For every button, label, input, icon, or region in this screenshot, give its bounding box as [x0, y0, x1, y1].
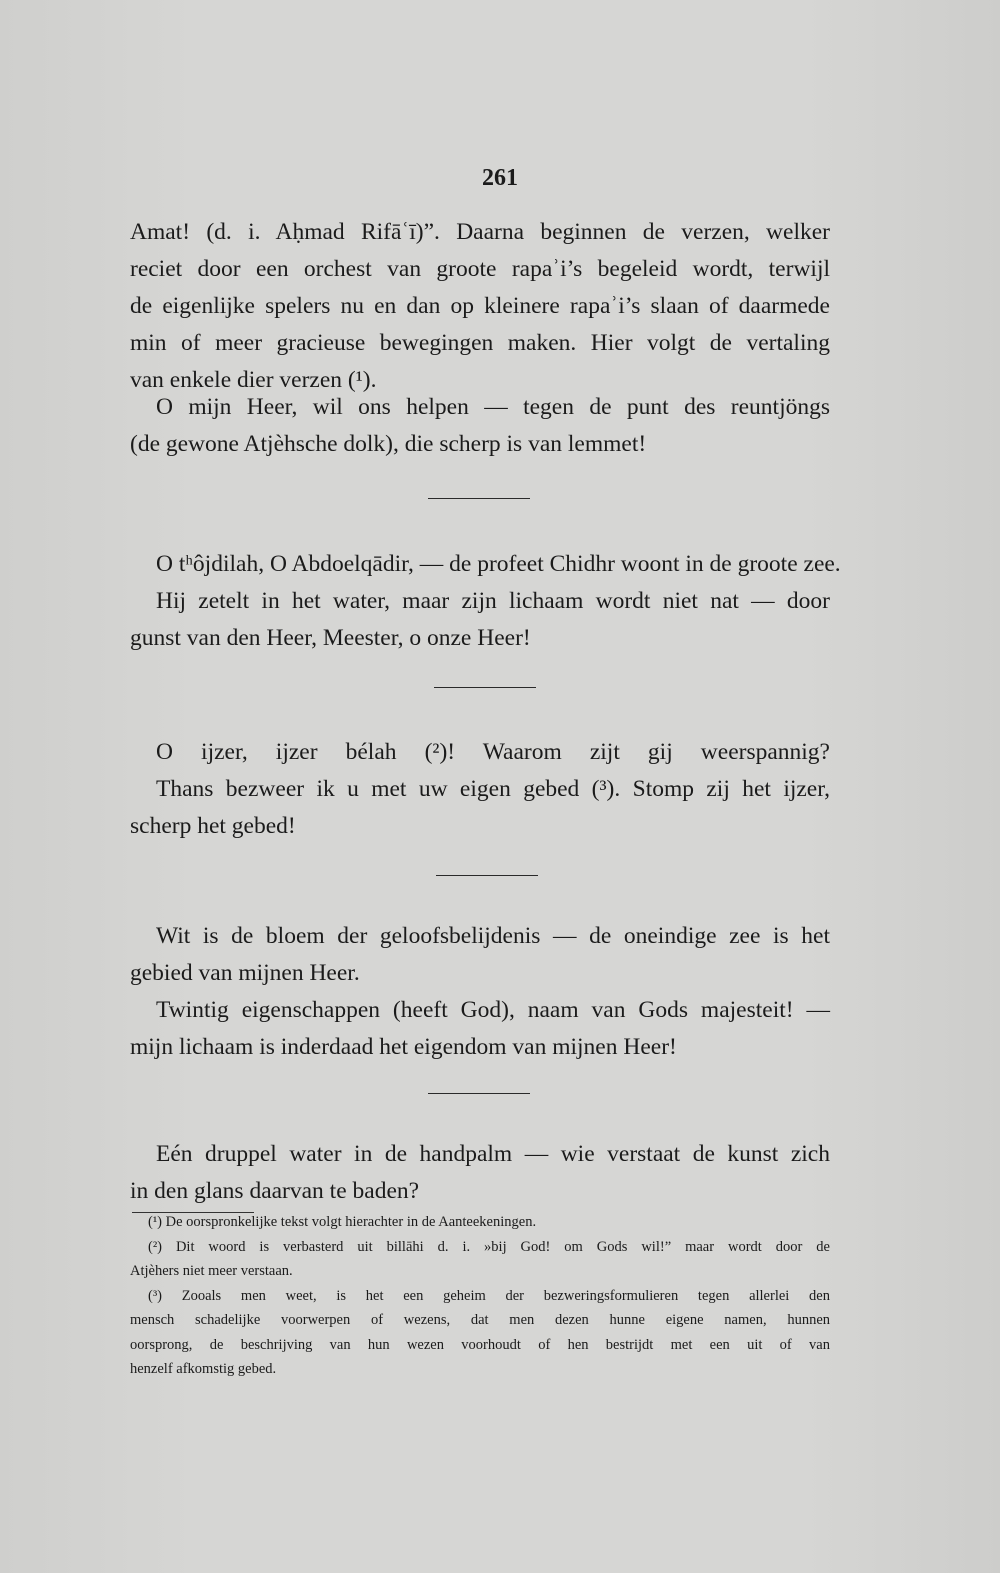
page-number: 261 [482, 165, 518, 191]
verse-stanza-3 [130, 734, 830, 845]
footnote-3-cont: mensch schadelijke voorwerpen of wezens, dat men dezen hunne eigene namen, hunnen [130, 1312, 830, 1328]
footnote-3-cont: oorsprong, de beschrijving van hun wezen voorhoudt of hen bestrijdt met een uit of van [130, 1336, 830, 1353]
verse-stanza-5 [130, 1136, 830, 1210]
text-line: de eigenlijke spelers nu en dan op kleinere rapaʾi’s slaan of daarmede [130, 293, 830, 319]
text-line: reciet door een orchest van groote rapaʾi’s begeleid wordt, terwijl [130, 256, 830, 282]
footnotes [130, 1210, 830, 1382]
separator-rule [434, 687, 536, 688]
footnote-3: (³) Zooals men weet, is het een geheim der bezweringsformulieren tegen allerlei den [148, 1287, 830, 1304]
separator-rule [428, 1093, 530, 1094]
verse-stanza-1 [130, 389, 830, 463]
verse-line: Hij zetelt in het water, maar zijn lichaam wordt niet nat — door [156, 588, 830, 614]
verse-line: in den glans daarvan te baden? [130, 1178, 420, 1204]
verse-line: O mijn Heer, wil ons helpen — tegen de punt des reuntjöngs [156, 394, 830, 420]
verse-line: gunst van den Heer, Meester, o onze Heer! [130, 625, 531, 651]
footnote-3-cont: henzelf afkomstig gebed. [130, 1361, 277, 1377]
footnote-2-cont: Atjèhers niet meer verstaan. [130, 1263, 293, 1279]
verse-line: mijn lichaam is inderdaad het eigendom van mijnen Heer! [130, 1034, 677, 1060]
verse-stanza-4 [130, 918, 830, 1066]
text-line: Amat! (d. i. Aḥmad Rifāʿī)”. Daarna beginnen de verzen, welker [130, 219, 830, 245]
separator-rule [436, 875, 538, 876]
text-line: van enkele dier verzen (¹). [130, 367, 377, 393]
verse-line: O ijzer, ijzer bélah (²)! Waarom zijt gij weerspannig? [156, 739, 830, 765]
intro-paragraph [130, 214, 830, 399]
verse-stanza-2 [130, 546, 841, 657]
footnote-2: (²) Dit woord is verbasterd uit billāhi d. i. »bij God! om Gods wil!” maar wordt door de [148, 1238, 830, 1255]
verse-line: scherp het gebed! [130, 813, 296, 839]
separator-rule [428, 498, 530, 499]
verse-line: Twintig eigenschappen (heeft God), naam van Gods majesteit! — [156, 997, 830, 1023]
verse-line: Eén druppel water in de handpalm — wie verstaat de kunst zich [156, 1141, 830, 1167]
verse-line: O tʰôjdilah, O Abdoelqādir, — de profeet Chidhr woont in de groote zee. [156, 551, 841, 577]
verse-line: (de gewone Atjèhsche dolk), die scherp is van lemmet! [130, 431, 647, 457]
text-line: min of meer gracieuse bewegingen maken. Hier volgt de vertaling [130, 330, 830, 356]
footnote-1: (¹) De oorspronkelijke tekst volgt hierachter in de Aanteekeningen. [148, 1214, 537, 1230]
verse-line: Thans bezweer ik u met uw eigen gebed (³). Stomp zij het ijzer, [156, 776, 830, 802]
verse-line: Wit is de bloem der geloofsbelijdenis — de oneindige zee is het [156, 923, 830, 949]
verse-line: gebied van mijnen Heer. [130, 960, 360, 986]
